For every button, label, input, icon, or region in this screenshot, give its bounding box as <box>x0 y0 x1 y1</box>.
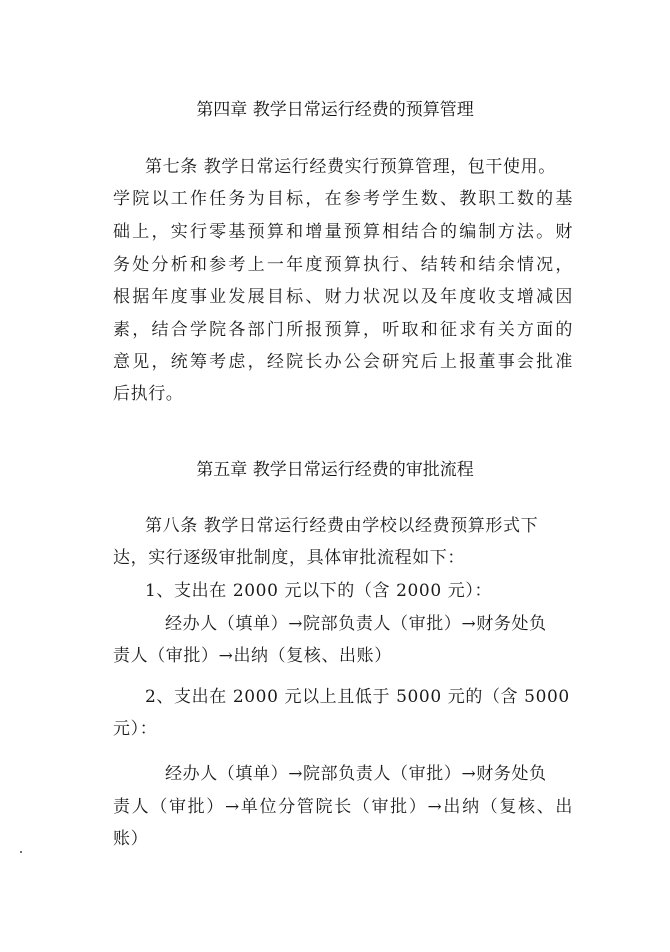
item-2-heading-line-1: 2、支出在 2000 元以上且低于 5000 元的（含 5000 <box>145 687 570 707</box>
item-2-flow-line-3: 账） <box>113 829 149 849</box>
item-1-flow-line-1: 经办人（填单）→院部负责人（审批）→财务处负 <box>165 614 547 634</box>
item-2-flow-line-2: 责人（审批）→单位分管院长（审批）→出纳（复核、出 <box>113 797 573 817</box>
item-2-heading-line-2: 元）： <box>113 719 158 739</box>
chapter-5-title: 第五章 教学日常运行经费的审批流程 <box>196 460 474 480</box>
article-7-line-3: 础上，实行零基预算和增量预算相结合的编制方法。财 <box>113 222 573 242</box>
article-7-line-1: 第七条 教学日常运行经费实行预算管理，包干使用。 <box>145 157 556 177</box>
article-8-line-1: 第八条 教学日常运行经费由学校以经费预算形式下 <box>145 516 539 536</box>
article-7-line-8: 后执行。 <box>113 384 184 404</box>
article-8-line-2: 达，实行逐级审批制度，具体审批流程如下： <box>113 548 465 568</box>
article-7-line-2: 学院以工作任务为目标，在参考学生数、教职工数的基 <box>113 189 573 209</box>
article-7-line-4: 务处分析和参考上一年度预算执行、结转和结余情况， <box>113 255 573 275</box>
item-2-flow-line-1: 经办人（填单）→院部负责人（审批）→财务处负 <box>165 764 547 784</box>
scan-speck <box>20 851 22 853</box>
item-1-flow-line-2: 责人（审批）→出纳（复核、出账） <box>113 646 392 666</box>
article-7-line-6: 素，结合学院各部门所报预算，听取和征求有关方面的 <box>113 320 573 340</box>
article-7-line-5: 根据年度事业发展目标、财力状况以及年度收支增减因 <box>113 287 573 307</box>
article-7-line-7: 意见，统筹考虑，经院长办公会研究后上报董事会批准 <box>113 352 573 372</box>
chapter-4-title: 第四章 教学日常运行经费的预算管理 <box>196 100 474 120</box>
item-1-heading: 1、支出在 2000 元以下的（含 2000 元）： <box>145 581 493 601</box>
